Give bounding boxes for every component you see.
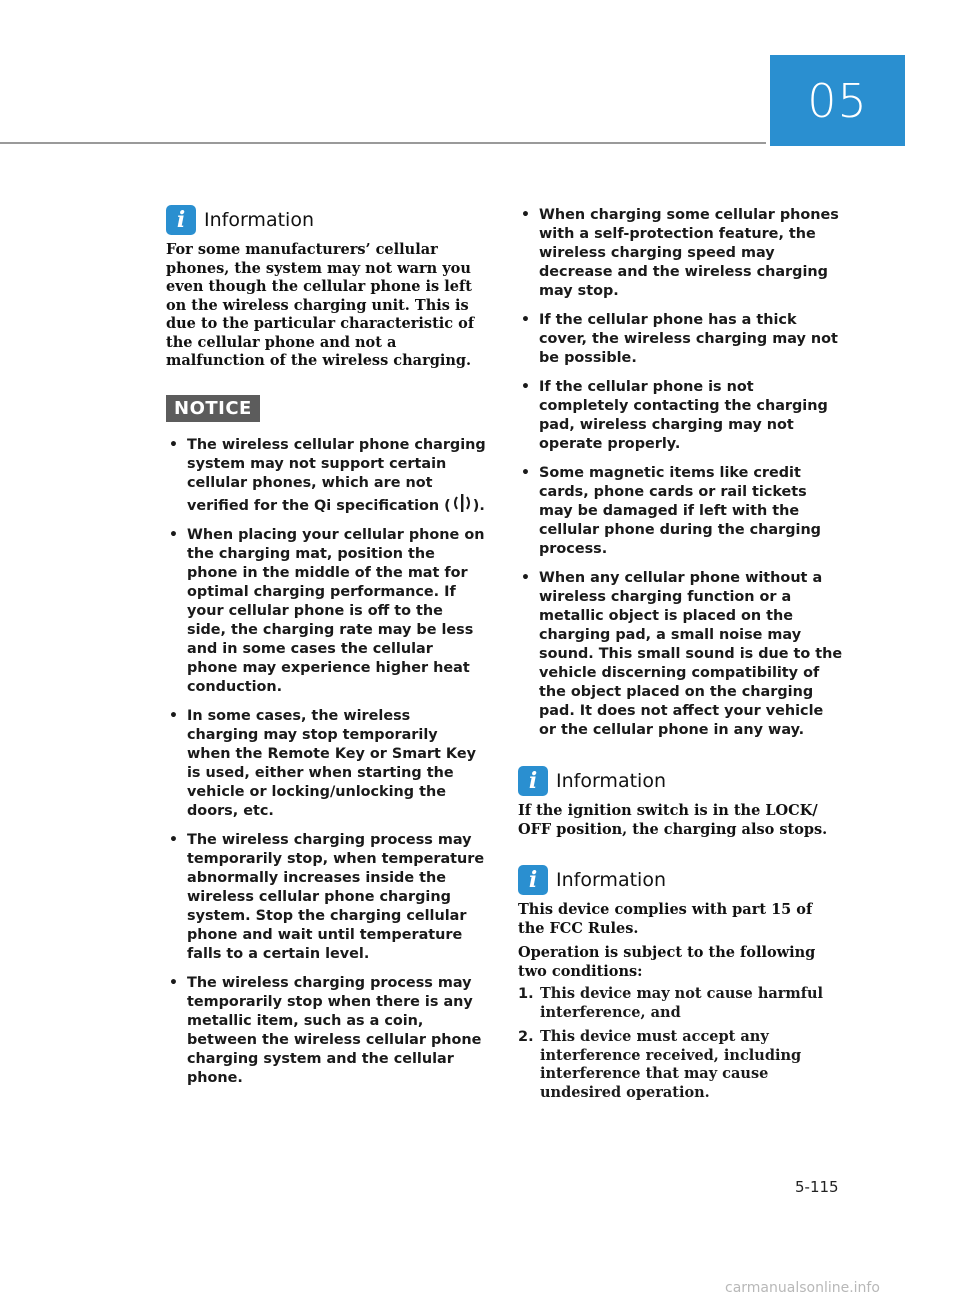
- left-column: [166, 205, 486, 1098]
- list-item: • If the cellular phone has a thick cover, the wireless charging may not be possible.: [521, 312, 838, 366]
- chapter-tab: 05: [770, 55, 905, 146]
- fcc-compliance-text: This device complies with part 15 of the FCC Rules.: [518, 901, 813, 937]
- list-item: • When charging some cellular phones with a self-protection feature, the wireless charging speed may decrease and the wireless charging may stop.: [521, 207, 839, 299]
- list-item: 2. This device must accept any interference received, including interference that may cause undesired operation.: [518, 1028, 802, 1101]
- bullet-icon: •: [169, 436, 178, 453]
- watermark: carmanualsonline.info: [725, 1280, 880, 1296]
- information-text: For some manufacturers’ cellular phones, the system may not warn you even though the cellular phone is left on the wireless charging unit. This is due to the particular characteristic of the cellular phone and not a malfunction of the wireless charging.: [166, 241, 475, 369]
- information-box-3: [518, 865, 843, 1102]
- notice-badge: NOTICE: [166, 395, 260, 422]
- list-item: • If the cellular phone is not completely contacting the charging pad, wireless charging may not operate properly.: [521, 379, 828, 452]
- bullet-icon: •: [169, 831, 178, 848]
- fcc-conditions-list: [518, 985, 843, 1102]
- bullet-icon: •: [521, 207, 530, 223]
- bullet-icon: •: [169, 526, 178, 543]
- information-title: Information: [204, 209, 314, 231]
- list-item: 1. This device may not cause harmful interference, and: [518, 985, 824, 1021]
- bullet-icon: •: [521, 465, 530, 481]
- right-column: [518, 206, 843, 1108]
- list-item: • When any cellular phone without a wireless charging function or a metallic object is placed on the charging pad, a small noise may sound. This small sound is due to the vehicle discerning compatibility of the object placed on the charging pad. It does not affect your vehicle or the cellular phone in any way.: [521, 570, 843, 738]
- bullet-icon: •: [521, 312, 530, 328]
- info-icon: i: [518, 766, 548, 796]
- information-box-2: [518, 766, 843, 839]
- list-item: • The wireless charging process may temporarily stop, when temperature abnormally increases inside the wireless cellular phone charging system. Stop the charging cellular phone and wait until temperature falls to a certain level.: [169, 831, 485, 962]
- information-title: Information: [556, 770, 666, 792]
- information-box-1: [166, 205, 486, 371]
- page-number: 5-115: [795, 1178, 839, 1196]
- fcc-conditions-intro: Operation is subject to the following two conditions:: [518, 944, 816, 980]
- bullet-icon: •: [521, 379, 530, 395]
- list-item: • Some magnetic items like credit cards, phone cards or rail tickets may be damaged if left with the cellular phone during the charging process.: [521, 465, 821, 557]
- notice-list-continued: [518, 206, 843, 740]
- info-icon: i: [166, 205, 196, 235]
- notice-list: [166, 436, 486, 1088]
- list-item: • The wireless cellular phone charging system may not support certain cellular phones, which are not verified for the Qi specification ( ).: [169, 436, 486, 514]
- bullet-icon: •: [169, 974, 178, 991]
- bullet-icon: •: [169, 707, 178, 724]
- info-icon: i: [518, 865, 548, 895]
- list-item: • When placing your cellular phone on the charging mat, position the phone in the middle of the mat for optimal charging performance. If your cellular phone is off to the side, the charging rate may be less and in some cases the cellular phone may experience higher heat conduction.: [169, 526, 485, 695]
- information-title: Information: [556, 869, 666, 891]
- information-text: If the ignition switch is in the LOCK/ OFF position, the charging also stops.: [518, 802, 828, 838]
- list-item: • In some cases, the wireless charging may stop temporarily when the Remote Key or Smart Key is used, either when starting the vehicle or locking/unlocking the doors, etc.: [169, 707, 476, 819]
- qi-wireless-icon: [453, 493, 471, 513]
- list-item: • The wireless charging process may temporarily stop when there is any metallic item, such as a coin, between the wireless cellular phone charging system and the cellular phone.: [169, 974, 482, 1086]
- header-rule: [0, 142, 766, 144]
- bullet-icon: •: [521, 570, 530, 586]
